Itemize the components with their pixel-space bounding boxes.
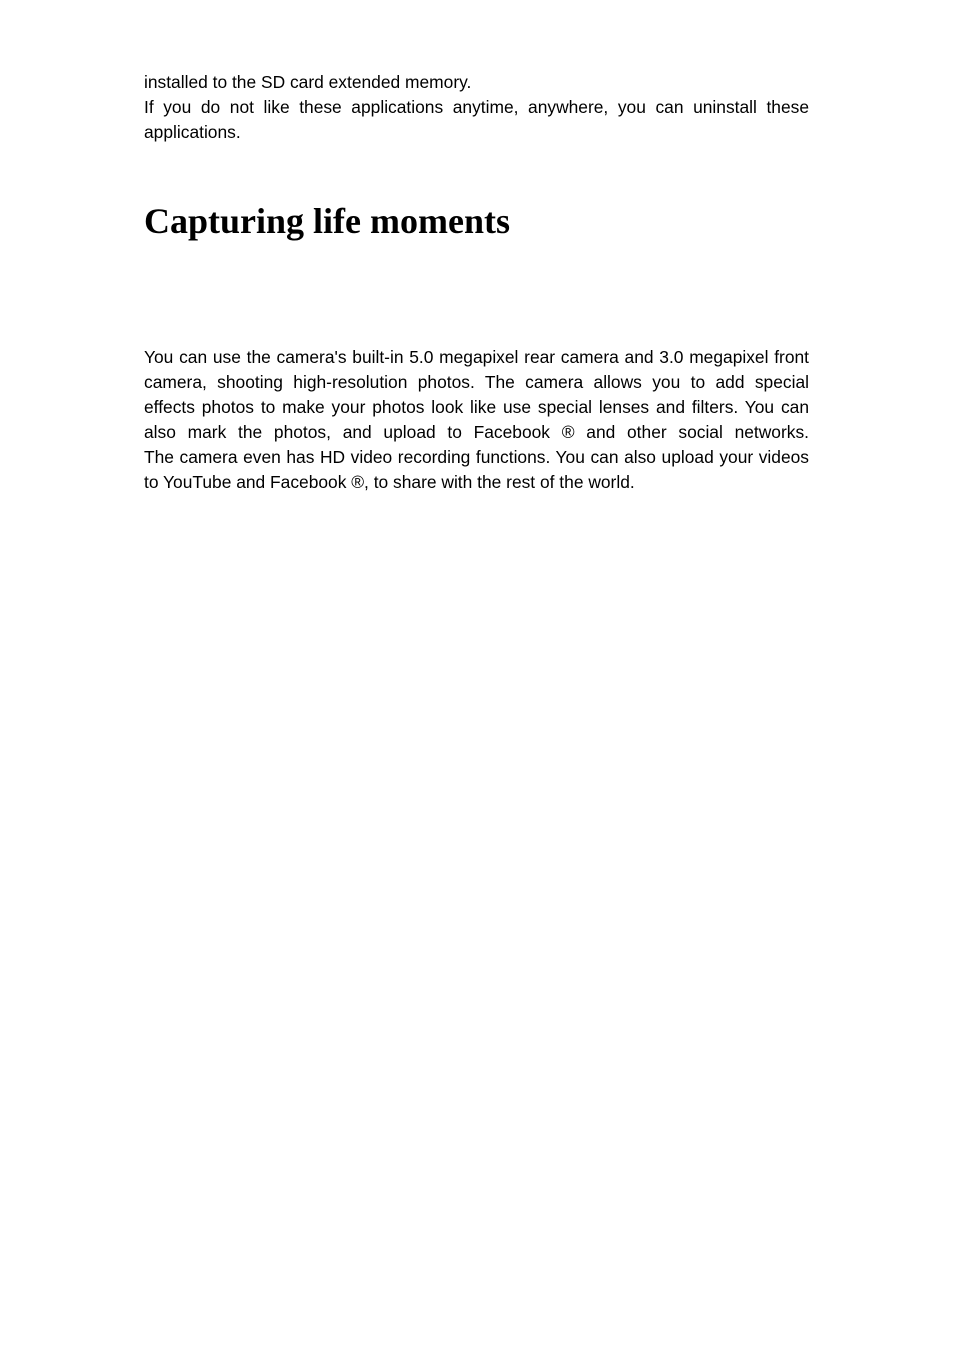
section-body (144, 345, 809, 495)
camera-paragraph: You can use the camera's built-in 5.0 megapixel rear camera and 3.0 megapixel front camera, shooting high-resolution photos. The camera allows you to add special effects photos to make your photos look like use special lenses and filters. You can also mark the photos, and upload to Facebook ® and other social networks. (144, 347, 809, 442)
intro-line-2: If you do not like these applications anytime, anywhere, you can uninstall these applications. (144, 97, 809, 142)
section-title: Capturing life moments (144, 201, 510, 241)
video-paragraph: The camera even has HD video recording functions. You can also upload your videos to YouTube and Facebook ®, to share with the rest of the world. (144, 447, 809, 492)
document-page (144, 70, 809, 492)
intro-line-1: installed to the SD card extended memory. (144, 72, 472, 92)
